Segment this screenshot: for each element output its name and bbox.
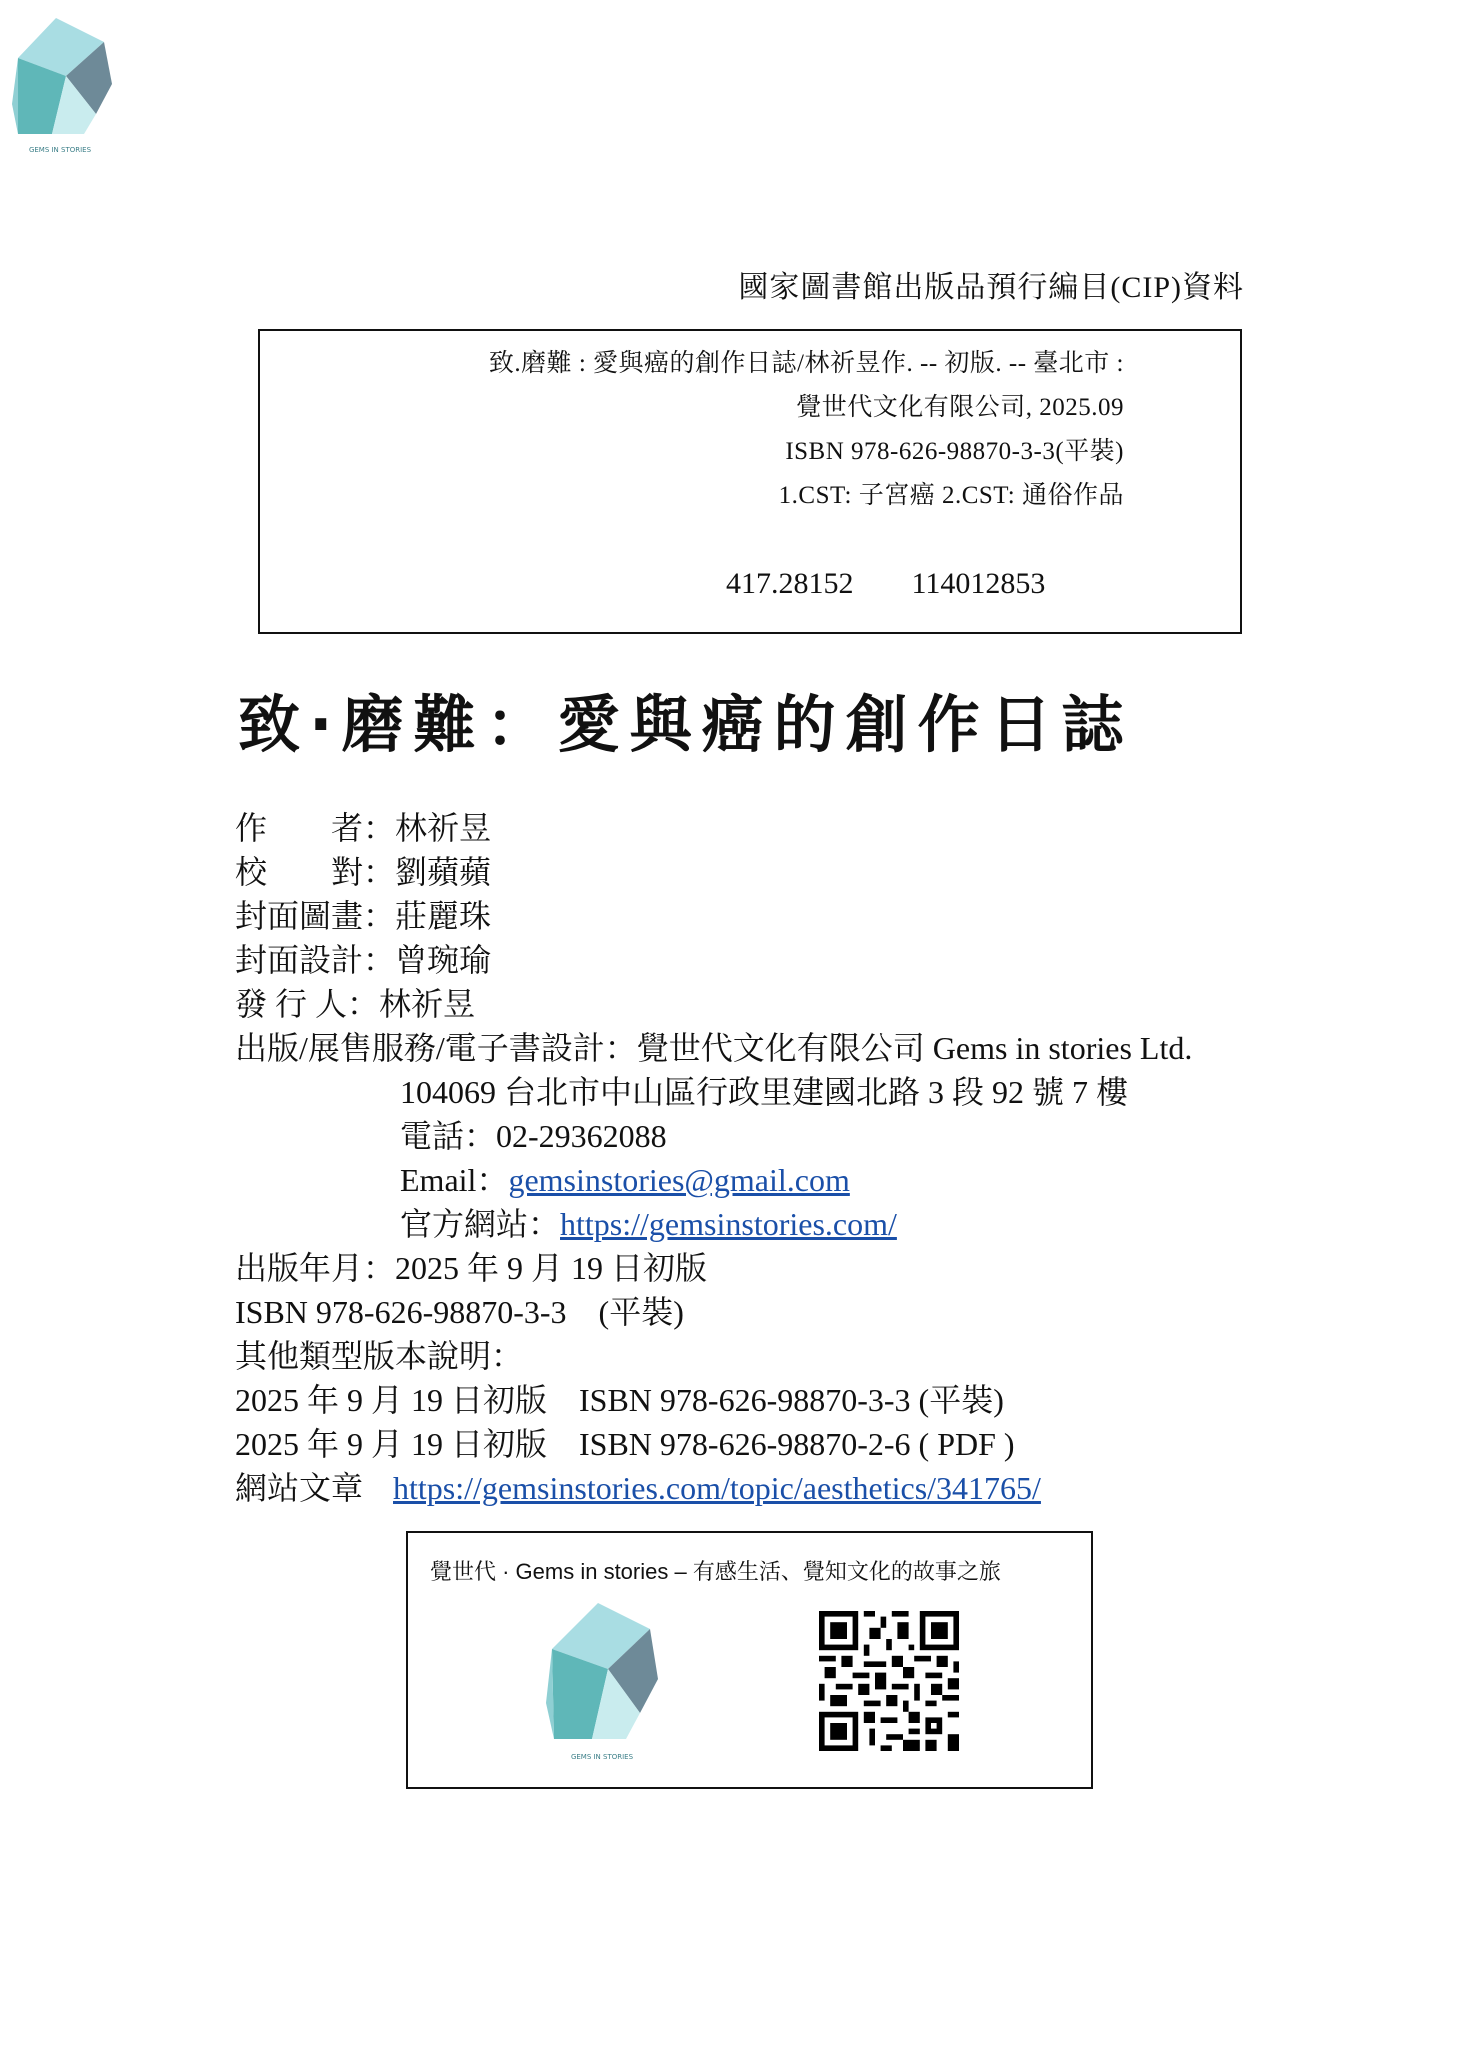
cip-line-title: 致.磨難 : 愛與癌的創作日誌/林祈昱作. -- 初版. -- 臺北市 : xyxy=(488,350,1124,377)
credit-label: 作 者： xyxy=(235,810,396,846)
article-label: 網站文章 xyxy=(235,1470,364,1506)
cip-classification xyxy=(726,567,1045,601)
book-title: 致‧磨難：愛與癌的創作日誌 xyxy=(238,688,1134,761)
cip-record-box xyxy=(258,329,1242,634)
credit-value: 林祈昱 xyxy=(379,986,476,1022)
article-link[interactable]: https://gemsinstories.com/topic/aesthetics/341765/ xyxy=(393,1470,1041,1506)
cip-line-subjects: 1.CST: 子宮癌 2.CST: 通俗作品 xyxy=(778,482,1124,509)
website-label: 官方網站： xyxy=(400,1206,561,1242)
publisher-email-line xyxy=(400,1158,850,1202)
publisher-label: 出版/展售服務/電子書設計： xyxy=(235,1030,637,1066)
email-link[interactable]: gemsinstories@gmail.com xyxy=(508,1162,850,1198)
gems-in-stories-logo xyxy=(542,1599,660,1765)
promo-tagline: 覺世代 · Gems in stories – 有感生活、覺知文化的故事之旅 xyxy=(430,1559,1001,1584)
promo-box xyxy=(406,1531,1093,1789)
credit-label: 校 對： xyxy=(235,854,396,890)
credit-label: 發 行 人： xyxy=(235,986,380,1022)
cip-line-isbn: ISBN 978-626-98870-3-3(平裝) xyxy=(785,438,1124,465)
qr-code[interactable] xyxy=(819,1611,959,1751)
publisher-name: 覺世代文化有限公司 Gems in stories Ltd. xyxy=(636,1030,1193,1066)
gems-in-stories-logo xyxy=(8,14,112,158)
cip-record-number: 114012853 xyxy=(911,567,1046,600)
other-editions-label: 其他類型版本說明： xyxy=(235,1338,524,1374)
credit-publisher-person xyxy=(235,982,475,1026)
pub-date-line xyxy=(235,1246,707,1290)
cip-class-number: 417.28152 xyxy=(726,567,854,600)
email-label: Email： xyxy=(400,1162,509,1198)
credit-value: 莊麗珠 xyxy=(395,898,492,934)
article-line xyxy=(235,1466,1041,1510)
phone-label: 電話： xyxy=(400,1118,497,1154)
website-link[interactable]: https://gemsinstories.com/ xyxy=(560,1206,897,1242)
cip-line-publisher: 覺世代文化有限公司, 2025.09 xyxy=(796,394,1124,421)
pub-date-label: 出版年月： xyxy=(235,1250,396,1286)
logo-caption: GEMS IN STORIES xyxy=(28,146,92,154)
credit-value: 劉蘋蘋 xyxy=(395,854,492,890)
credit-label: 封面設計： xyxy=(235,942,396,978)
credit-cover-design xyxy=(235,938,491,982)
credit-cover-art xyxy=(235,894,491,938)
credit-value: 曾琬瑜 xyxy=(395,942,492,978)
credit-author xyxy=(235,806,491,850)
phone-value: 02-29362088 xyxy=(496,1118,667,1154)
credit-label: 封面圖畫： xyxy=(235,898,396,934)
publisher-phone-line xyxy=(400,1114,667,1158)
edition-paperback: 2025 年 9 月 19 日初版 ISBN 978-626-98870-3-3 (平裝) xyxy=(235,1382,1004,1418)
publisher-line xyxy=(235,1026,1192,1070)
publisher-address: 104069 台北市中山區行政里建國北路 3 段 92 號 7 樓 xyxy=(400,1074,1129,1110)
credit-value: 林祈昱 xyxy=(395,810,492,846)
pub-date-value: 2025 年 9 月 19 日初版 xyxy=(395,1250,708,1286)
logo-caption: GEMS IN STORIES xyxy=(570,1753,634,1761)
isbn-line: ISBN 978-626-98870-3-3 (平裝) xyxy=(235,1294,684,1330)
publisher-website-line xyxy=(400,1202,897,1246)
credit-proofreader xyxy=(235,850,491,894)
edition-pdf: 2025 年 9 月 19 日初版 ISBN 978-626-98870-2-6 ( PDF ) xyxy=(235,1426,1015,1462)
cip-heading: 國家圖書館出版品預行編目(CIP)資料 xyxy=(738,271,1244,304)
